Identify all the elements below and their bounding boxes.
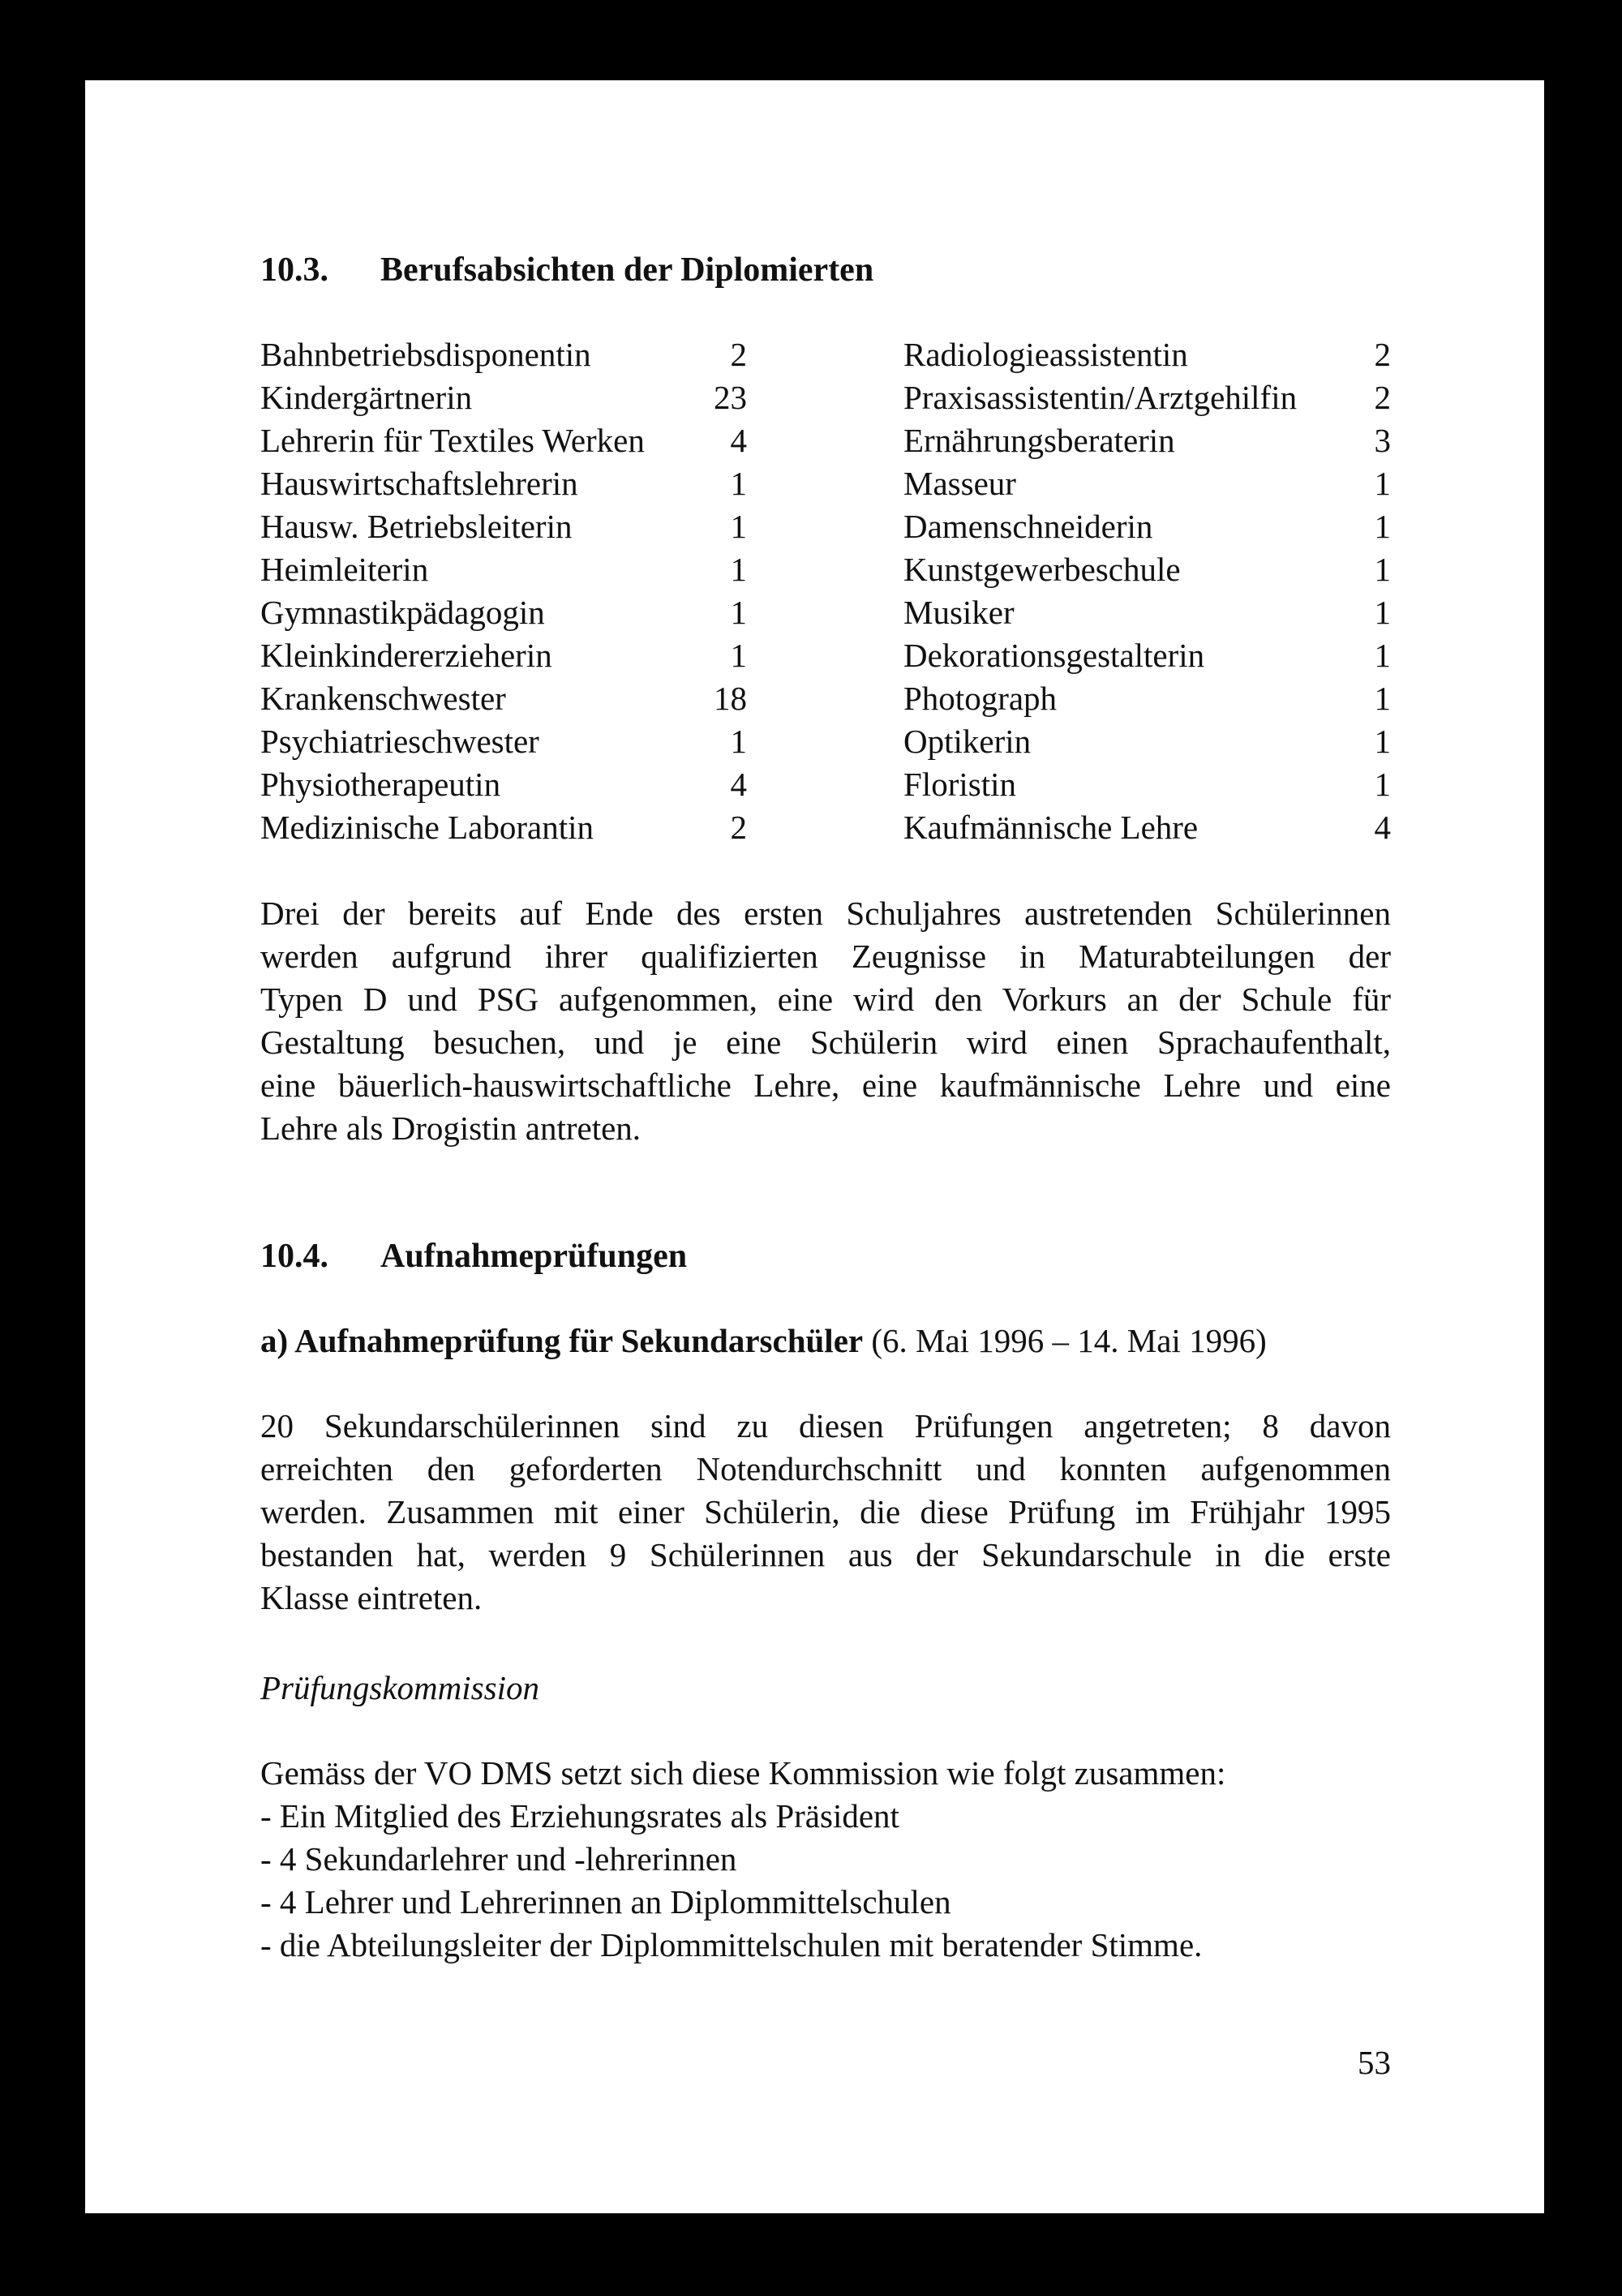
column-gap	[747, 376, 903, 419]
column-gap	[747, 419, 903, 462]
occupation-count: 1	[730, 465, 747, 502]
occupation-table	[260, 333, 1391, 849]
occupation-count: 1	[1374, 508, 1391, 545]
occupation-name: Kunstgewerbeschule	[903, 551, 1181, 588]
table-row	[260, 505, 1391, 548]
occupation-count: 4	[730, 766, 747, 803]
occupation-name: Bahnbetriebsdisponentin	[260, 336, 591, 373]
occupation-count: 1	[730, 637, 747, 674]
column-gap	[747, 634, 903, 677]
page-number: 53	[1358, 2044, 1391, 2081]
occupation-name: Medizinische Laborantin	[260, 809, 594, 846]
table-row	[260, 806, 1391, 849]
occupation-name: Dekorationsgestalterin	[903, 637, 1205, 674]
occupation-name: Damenschneiderin	[903, 508, 1153, 545]
paragraph-line: eine bäuerlich-hauswirtschaftliche Lehre, eine kaufmännische Lehre und eine	[260, 1066, 1391, 1104]
column-gap	[747, 462, 903, 505]
table-row	[260, 548, 1391, 591]
subheading-title: a) Aufnahmeprüfung für Sekundarschüler	[260, 1322, 864, 1359]
occupation-count: 1	[1374, 465, 1391, 502]
section-title: Berufsabsichten der Diplomierten	[380, 251, 874, 289]
table-row	[260, 634, 1391, 677]
section-number: 10.3.	[260, 251, 328, 289]
occupation-name: Psychiatrieschwester	[260, 723, 539, 760]
occupation-name: Heimleiterin	[260, 551, 429, 588]
occupation-name: Lehrerin für Textiles Werken	[260, 422, 645, 459]
paragraph-line: Klasse eintreten.	[260, 1579, 483, 1616]
document-page	[85, 80, 1544, 2213]
subheading-dates: (6. Mai 1996 – 14. Mai 1996)	[863, 1322, 1267, 1359]
paragraph-line: werden. Zusammen mit einer Schülerin, die diese Prüfung im Frühjahr 1995	[260, 1493, 1391, 1530]
occupation-count: 3	[1374, 422, 1391, 459]
column-gap	[747, 806, 903, 849]
section-title: Aufnahmeprüfungen	[380, 1238, 688, 1275]
commission-intro: Gemäss der VO DMS setzt sich diese Kommission wie folgt zusammen:	[260, 1754, 1226, 1792]
paragraph-line: werden aufgrund ihrer qualifizierten Zeugnisse in Maturabteilungen der	[260, 938, 1391, 975]
occupation-count: 1	[1374, 551, 1391, 588]
table-row	[260, 419, 1391, 462]
table-row	[260, 333, 1391, 376]
occupation-count: 4	[730, 422, 747, 459]
occupation-name: Floristin	[903, 766, 1016, 803]
occupation-count: 4	[1374, 809, 1391, 846]
section-heading-10-3	[260, 249, 1391, 292]
paragraph-line: Lehre als Drogistin antreten.	[260, 1109, 642, 1147]
occupation-count: 23	[714, 379, 747, 416]
occupation-name: Kindergärtnerin	[260, 379, 473, 416]
commission-item: - 4 Sekundarlehrer und -lehrerinnen	[260, 1840, 737, 1878]
occupation-count: 1	[730, 508, 747, 545]
occupation-count: 1	[1374, 594, 1391, 631]
paragraph-line: 20 Sekundarschülerinnen sind zu diesen Prüfungen angetreten; 8 davon	[260, 1407, 1391, 1444]
occupation-count: 2	[730, 809, 747, 846]
commission-item: - die Abteilungsleiter der Diplommittelschulen mit beratender Stimme.	[260, 1926, 1203, 1963]
occupation-count: 2	[1374, 336, 1391, 373]
subheading-exam	[260, 1320, 1391, 1363]
occupation-count: 1	[1374, 637, 1391, 674]
occupation-count: 18	[714, 680, 747, 717]
occupation-count: 1	[730, 723, 747, 760]
section-number: 10.4.	[260, 1238, 328, 1275]
paragraph-line: erreichten den geforderten Notendurchschnitt und konnten aufgenommen	[260, 1450, 1391, 1487]
commission-item: - Ein Mitglied des Erziehungsrates als Präsident	[260, 1797, 899, 1835]
table-row	[260, 376, 1391, 419]
occupation-name: Hauswirtschaftslehrerin	[260, 465, 578, 502]
occupation-name: Gymnastikpädagogin	[260, 594, 545, 631]
paragraph-line: Drei der bereits auf Ende des ersten Schuljahres austretenden Schülerinnen	[260, 895, 1391, 932]
occupation-name: Ernährungsberaterin	[903, 422, 1175, 459]
column-gap	[747, 677, 903, 720]
occupation-name: Optikerin	[903, 723, 1032, 760]
occupation-name: Photograph	[903, 680, 1058, 717]
occupation-name: Kleinkindererzieherin	[260, 637, 552, 674]
occupation-name: Praxisassistentin/Arztgehilfin	[903, 379, 1298, 416]
table-row	[260, 677, 1391, 720]
paragraph-exam-results	[260, 1405, 1391, 1620]
column-gap	[747, 763, 903, 806]
occupation-name: Krankenschwester	[260, 680, 506, 717]
column-gap	[747, 591, 903, 634]
paragraph-leavers	[260, 892, 1391, 1150]
column-gap	[747, 548, 903, 591]
occupation-name: Radiologieassistentin	[903, 336, 1188, 373]
section-heading-10-4	[260, 1235, 1391, 1278]
table-row	[260, 462, 1391, 505]
occupation-count: 1	[1374, 766, 1391, 803]
commission-item: - 4 Lehrer und Lehrerinnen an Diplommittelschulen	[260, 1883, 951, 1920]
occupation-count: 1	[1374, 723, 1391, 760]
occupation-count: 1	[730, 594, 747, 631]
occupation-name: Musiker	[903, 594, 1015, 631]
occupation-count: 2	[730, 336, 747, 373]
commission-heading: Prüfungskommission	[260, 1669, 539, 1706]
table-row	[260, 720, 1391, 763]
paragraph-line: Gestaltung besuchen, und je eine Schülerin wird einen Sprachaufenthalt,	[260, 1024, 1391, 1061]
occupation-name: Hausw. Betriebsleiterin	[260, 508, 573, 545]
table-row	[260, 591, 1391, 634]
table-row	[260, 763, 1391, 806]
paragraph-line: bestanden hat, werden 9 Schülerinnen aus der Sekundarschule in die erste	[260, 1536, 1391, 1573]
column-gap	[747, 505, 903, 548]
occupation-count: 1	[1374, 680, 1391, 717]
column-gap	[747, 720, 903, 763]
column-gap	[747, 333, 903, 376]
occupation-count: 2	[1374, 379, 1391, 416]
occupation-name: Masseur	[903, 465, 1016, 502]
occupation-name: Physiotherapeutin	[260, 766, 501, 803]
paragraph-line: Typen D und PSG aufgenommen, eine wird den Vorkurs an der Schule für	[260, 981, 1391, 1018]
occupation-count: 1	[730, 551, 747, 588]
commission-list	[260, 1752, 1391, 1967]
occupation-name: Kaufmännische Lehre	[903, 809, 1199, 846]
